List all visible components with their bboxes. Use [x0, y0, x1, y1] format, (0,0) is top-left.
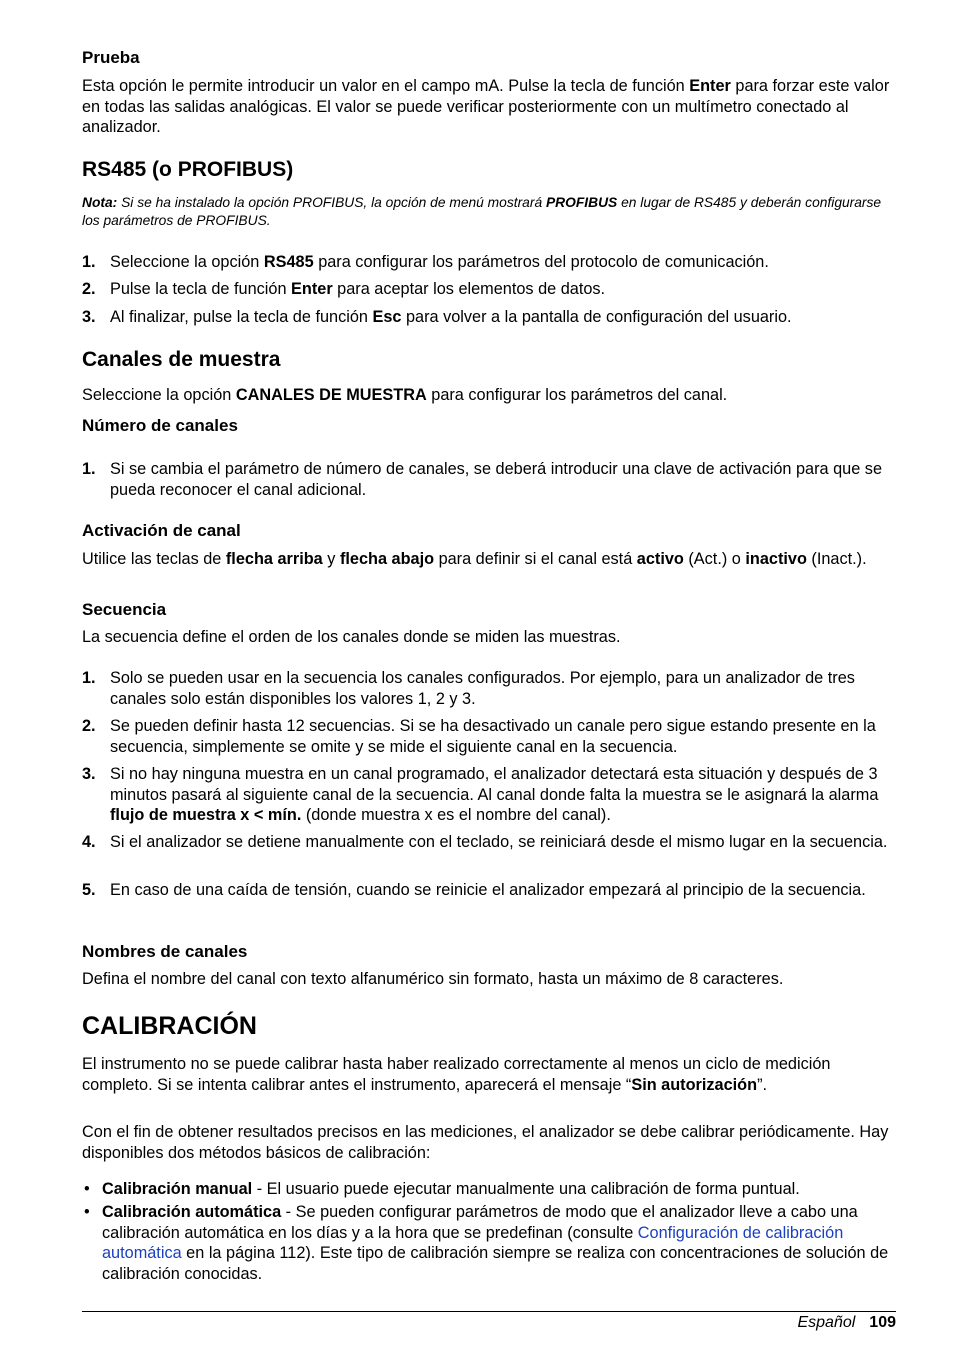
list-item: 2. Se pueden definir hasta 12 secuencias. Si se ha desactivado un canale pero sigue estando presente en la secuencia, simplemente se omite y se mide el siguiente canal en la secuencia.	[82, 717, 876, 756]
list-item: • Calibración manual - El usuario puede ejecutar manualmente una calibración de forma puntual.	[84, 1180, 800, 1198]
heading-secuencia: Secuencia	[82, 600, 167, 619]
paragraph-activacion: Utilice las teclas de flecha arriba y flecha abajo para definir si el canal está activo (Act.) o inactivo (Inact.).	[82, 550, 867, 568]
page-number: 109	[869, 1314, 896, 1331]
list-item: 3. Si no hay ninguna muestra en un canal programado, el analizador detectará esta situación y después de 3 minutos pasará al siguiente canal de la secuencia. Al canal donde falta la muestra se le asignará la alarma flujo de muestra x < mín. (donde muestra x es el nombre del canal).	[82, 765, 879, 824]
list-item: 4. Si el analizador se detiene manualmente con el teclado, se reiniciará desde el mismo lugar en la secuencia.	[82, 833, 888, 851]
page-footer	[797, 1313, 896, 1333]
list-item: 3. Al finalizar, pulse la tecla de función Esc para volver a la pantalla de configuración del usuario.	[82, 308, 792, 326]
paragraph-calibracion-2: Con el fin de obtener resultados precisos en las mediciones, el analizador se debe calibrar periódicamente. Hay disponibles dos métodos básicos de calibración:	[82, 1123, 889, 1162]
link-configuracion-calibracion-automatica[interactable]: Configuración de calibración automática	[102, 1223, 844, 1262]
heading-numero-de-canales: Número de canales	[82, 416, 238, 435]
heading-nombres-de-canales: Nombres de canales	[82, 942, 248, 961]
paragraph-prueba: Esta opción le permite introducir un valor en el campo mA. Pulse la tecla de función Enter para forzar este valor en todas las salidas analógicas. El valor se puede verificar posteriormente con un multímetro conectado al analizador.	[82, 77, 890, 136]
heading-calibracion: CALIBRACIÓN	[82, 1012, 257, 1040]
heading-canales-de-muestra: Canales de muestra	[82, 348, 281, 371]
heading-rs485: RS485 (o PROFIBUS)	[82, 158, 294, 181]
paragraph-secuencia-intro: La secuencia define el orden de los canales donde se miden las muestras.	[82, 628, 621, 646]
list-item: 5. En caso de una caída de tensión, cuando se reinicie el analizador empezará al principio de la secuencia.	[82, 881, 866, 899]
list-item: 2. Pulse la tecla de función Enter para aceptar los elementos de datos.	[82, 280, 606, 298]
list-item: 1. Si se cambia el parámetro de número de canales, se deberá introducir una clave de activación para que se pueda reconocer el canal adicional.	[82, 460, 882, 499]
footer-language: Español	[797, 1314, 856, 1331]
note-profibus: Nota: Si se ha instalado la opción PROFIBUS, la opción de menú mostrará PROFIBUS en lugar de RS485 y deberán configurarse los parámetros de PROFIBUS.	[82, 195, 882, 228]
paragraph-calibracion-1: El instrumento no se puede calibrar hasta haber realizado correctamente al menos un ciclo de medición completo. Si se intenta calibrar antes el instrumento, aparecerá el mensaje “Sin autorización”.	[82, 1055, 831, 1094]
list-item: 1. Solo se pueden usar en la secuencia los canales configurados. Por ejemplo, para un analizador de tres canales solo están disponibles los valores 1, 2 y 3.	[82, 669, 855, 708]
heading-prueba: Prueba	[82, 48, 140, 67]
footer-divider	[82, 1311, 896, 1312]
list-item: 1. Seleccione la opción RS485 para configurar los parámetros del protocolo de comunicación.	[82, 253, 769, 271]
paragraph-canales-intro: Seleccione la opción CANALES DE MUESTRA para configurar los parámetros del canal.	[82, 386, 728, 404]
list-item: • Calibración automática - Se pueden configurar parámetros de modo que el analizador lleve a cabo una calibración automática en los días y a la hora que se predefinan (consulte Configuración de calibración automática en la página 112). Este tipo de calibración siempre se realiza con concentraciones de solución de calibración conocidas.	[84, 1203, 889, 1283]
paragraph-nombres: Defina el nombre del canal con texto alfanumérico sin formato, hasta un máximo de 8 caracteres.	[82, 970, 784, 988]
heading-activacion-de-canal: Activación de canal	[82, 521, 241, 540]
